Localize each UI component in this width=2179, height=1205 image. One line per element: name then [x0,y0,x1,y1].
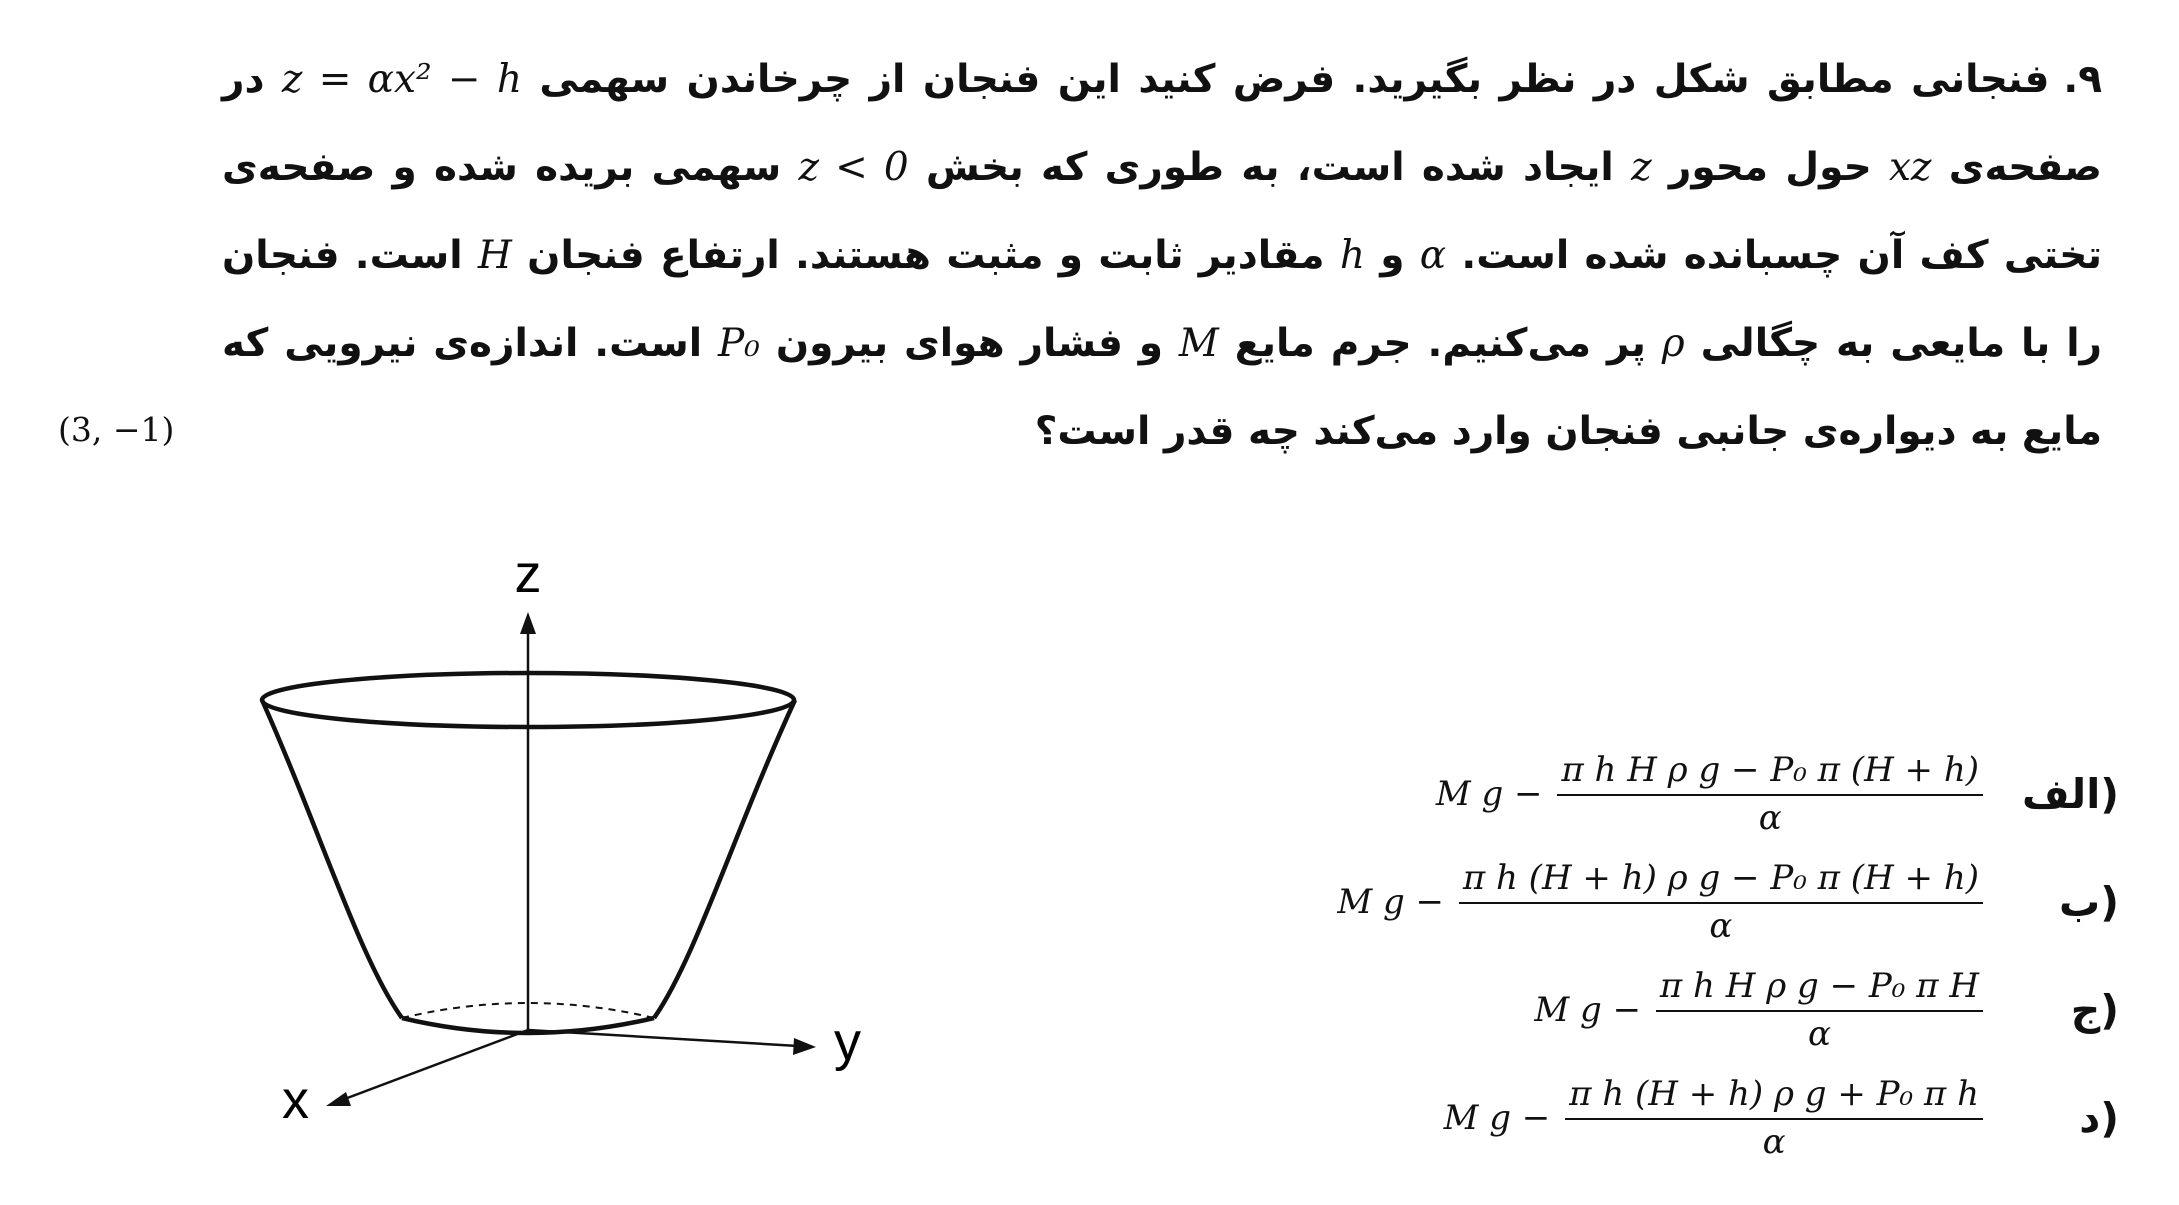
math-mass: M [1178,321,1219,366]
option-alef[interactable] [1119,740,2119,848]
cup-right-wall [654,700,795,1018]
option-letter: (ج [2070,986,2119,1034]
x-axis [342,1030,528,1100]
fraction-numerator: π h (H + h) ρ g + P₀ π h [1565,1074,1983,1120]
text-run: حول محور [1651,145,1889,190]
math-plane: xz [1888,145,1932,190]
option-dal[interactable] [1119,1064,2119,1172]
fraction-numerator: π h H ρ g − P₀ π (H + h) [1557,750,1983,796]
z-axis-arrowhead [520,612,536,634]
fraction-denominator: α [1709,906,1733,946]
formula-lead: M g − [1534,990,1652,1030]
text-run: و [1364,233,1420,278]
math-parabola: z = αx² − h [281,57,522,102]
problem-statement [222,36,2102,476]
cup-left-wall [262,700,402,1018]
math-height: H [477,233,512,278]
text-run: ایجاد شده است، به طوری که بخش [908,145,1632,190]
formula-fraction [1656,966,1983,1054]
option-be[interactable] [1119,848,2119,956]
answer-options [1119,740,2119,1172]
math-alpha: α [1419,233,1447,278]
x-axis-label: x [282,1070,309,1130]
fraction-denominator: α [1762,1122,1786,1162]
math-pressure: P₀ [718,321,760,366]
option-formula [1436,750,1983,838]
fraction-denominator: α [1807,1014,1831,1054]
math-h: h [1339,233,1365,278]
question-number: ۹. [2063,57,2102,102]
math-axis: z [1631,145,1652,190]
y-axis-label: y [834,1012,861,1072]
text-run: و فشار هوای بیرون [759,321,1179,366]
y-axis-arrowhead [793,1038,816,1055]
formula-lead: M g − [1443,1098,1562,1138]
text-run: در صفحه‌ی [222,57,2102,190]
fraction-numerator: π h (H + h) ρ g − P₀ π (H + h) [1459,858,1983,904]
text-run: سهمی بریده شده و صفحه‌ی تختی کف آن چسبانده شده است. [222,145,2102,278]
cup-figure [230,540,910,1160]
problem-code: (3, −1) [58,410,175,449]
formula-lead: M g − [1435,774,1554,814]
fraction-numerator: π h H ρ g − P₀ π H [1656,966,1983,1012]
math-density: ρ [1661,321,1685,366]
option-formula [1444,1074,1983,1162]
fraction-denominator: α [1758,798,1782,838]
formula-fraction [1557,750,1983,838]
text-run: پر می‌کنیم. جرم مایع [1218,321,1662,366]
formula-fraction [1565,1074,1983,1162]
option-formula [1534,966,1983,1054]
math-inequality: z < 0 [798,145,909,190]
problem-text [222,57,2102,454]
formula-lead: M g − [1337,882,1455,922]
formula-fraction [1459,858,1983,946]
text-run: فنجانی مطابق شکل در نظر بگیرید. فرض کنید این فنجان از چرخاندن سهمی [521,57,2050,102]
z-axis-label: z [514,544,542,604]
option-jim[interactable] [1119,956,2119,1064]
x-axis-arrowhead [326,1092,351,1106]
option-letter: (د [2079,1094,2119,1142]
option-letter: (ب [2059,878,2119,926]
text-run: مقادیر ثابت و مثبت هستند. ارتفاع فنجان [511,233,1340,278]
text-run: است. اندازه‌ی نیرویی که مایع به دیواره‌ی جانبی فنجان وارد می‌کند چه قدر است؟ [222,321,2102,454]
option-letter: (الف [2021,770,2119,818]
text-run: است. فنجان را با مایعی به چگالی [222,233,2103,366]
option-formula [1337,858,1983,946]
